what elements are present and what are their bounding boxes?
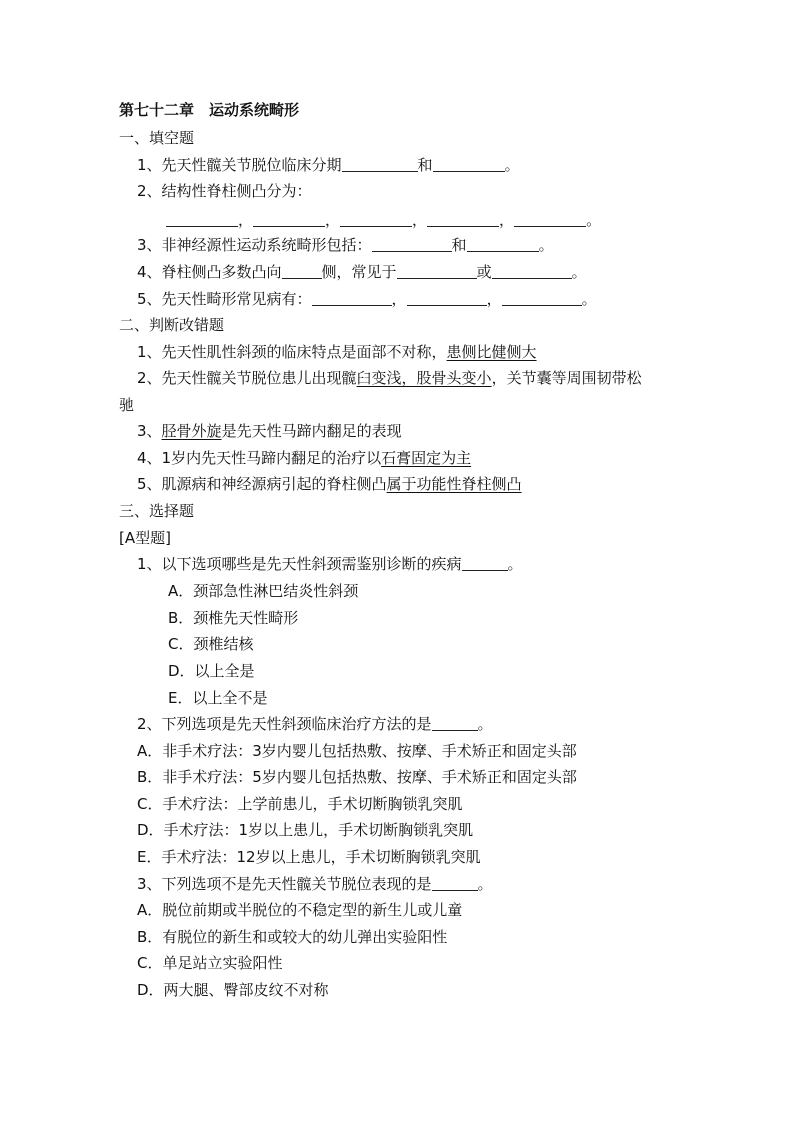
question-text: 1、先天性肌性斜颈的临床特点是面部不对称， bbox=[137, 343, 447, 361]
end-punct: 。 bbox=[477, 875, 493, 893]
answer-blank bbox=[462, 554, 508, 571]
choice-option: B．有脱位的新生和或较大的幼儿弹出实验阳性 bbox=[137, 928, 448, 946]
end-punct: 。 bbox=[477, 715, 493, 733]
fill-question-5 bbox=[137, 286, 597, 312]
underlined-statement: 臼变浅，股骨头变小 bbox=[356, 369, 492, 387]
judge-question-3 bbox=[137, 418, 402, 444]
question-text: 4、1岁内先天性马蹄内翻足的治疗以 bbox=[137, 449, 382, 467]
choice-option: E．以上全不是 bbox=[168, 689, 268, 707]
end-punct: 。 bbox=[538, 236, 554, 254]
answer-blank bbox=[407, 289, 487, 306]
choice-option: A．脱位前期或半脱位的不稳定型的新生儿或儿童 bbox=[137, 901, 463, 919]
separator: ， bbox=[412, 211, 428, 229]
answer-blank bbox=[372, 235, 452, 252]
choice-option: E．手术疗法：12岁以上患儿，手术切断胸锁乳突肌 bbox=[137, 848, 481, 866]
question-text: 4、脊柱侧凸多数凸向 bbox=[137, 263, 282, 281]
end-punct: 。 bbox=[504, 156, 520, 174]
question-text: 2、先天性髋关节脱位患儿出现髋 bbox=[137, 369, 357, 387]
fill-question-3 bbox=[137, 232, 554, 258]
choice-question-2 bbox=[137, 711, 493, 737]
answer-blank bbox=[397, 262, 477, 279]
separator: ， bbox=[325, 211, 341, 229]
answer-blank bbox=[282, 262, 322, 279]
answer-blank bbox=[514, 210, 586, 227]
question-number: 3、 bbox=[137, 422, 162, 440]
chapter-title: 第七十二章 运动系统畸形 bbox=[119, 101, 300, 119]
question-text: 5、先天性畸形常见病有： bbox=[137, 290, 312, 308]
question-text: 3、下列选项不是先天性髋关节脱位表现的是 bbox=[137, 875, 432, 893]
end-punct: 。 bbox=[507, 555, 523, 573]
section-heading-judge: 二、判断改错题 bbox=[119, 316, 225, 334]
question-text: 1、先天性髋关节脱位临床分期 bbox=[137, 156, 342, 174]
separator: ， bbox=[499, 211, 515, 229]
underlined-statement: 胫骨外旋 bbox=[161, 422, 222, 440]
choice-question-1 bbox=[137, 551, 523, 577]
section-heading-fill: 一、填空题 bbox=[119, 129, 195, 147]
choice-option: C．单足站立实验阳性 bbox=[137, 954, 283, 972]
connector-text: 和 bbox=[451, 236, 467, 254]
question-text: 2、结构性脊柱侧凸分为： bbox=[137, 182, 312, 200]
separator: ， bbox=[486, 290, 502, 308]
question-type-label: [A型题] bbox=[119, 529, 171, 547]
answer-blank bbox=[340, 210, 412, 227]
answer-blank bbox=[502, 289, 582, 306]
choice-option: D．两大腿、臀部皮纹不对称 bbox=[137, 981, 329, 999]
choice-option: A．颈部急性淋巴结炎性斜颈 bbox=[168, 582, 359, 600]
question-text: 2、下列选项是先天性斜颈临床治疗方法的是 bbox=[137, 715, 432, 733]
choice-option: B．颈椎先天性畸形 bbox=[168, 609, 299, 627]
rest-text: ，关节囊等周围韧带松 bbox=[491, 369, 642, 387]
underlined-statement: 石膏固定为主 bbox=[381, 449, 472, 467]
end-punct: 。 bbox=[586, 211, 602, 229]
answer-blank bbox=[433, 155, 505, 172]
connector-text: 或 bbox=[476, 263, 492, 281]
fill-question-1 bbox=[137, 152, 520, 178]
choice-option: A．非手术疗法：3岁内婴儿包括热敷、按摩、手术矫正和固定头部 bbox=[137, 742, 577, 760]
judge-question-5 bbox=[137, 471, 522, 497]
fill-question-2 bbox=[137, 178, 312, 204]
answer-blank bbox=[166, 210, 238, 227]
underlined-statement: 属于功能性脊柱侧凸 bbox=[386, 475, 522, 493]
question-text: 5、肌源病和神经源病引起的脊柱侧凸 bbox=[137, 475, 387, 493]
section-heading-choice: 三、选择题 bbox=[119, 502, 195, 520]
separator: ， bbox=[238, 211, 254, 229]
choice-option: D．手术疗法：1岁以上患儿，手术切断胸锁乳突肌 bbox=[137, 821, 474, 839]
answer-blank bbox=[492, 262, 572, 279]
answer-blank bbox=[432, 874, 478, 891]
judge-question-2 bbox=[137, 365, 642, 391]
separator: ， bbox=[391, 290, 407, 308]
judge-question-1 bbox=[137, 339, 537, 365]
question-text: 1、以下选项哪些是先天性斜颈需鉴别诊断的疾病 bbox=[137, 555, 462, 573]
judge-question-2-wrap: 驰 bbox=[119, 396, 135, 414]
question-text: 3、非神经源性运动系统畸形包括： bbox=[137, 236, 372, 254]
underlined-statement: 患侧比健侧大 bbox=[446, 343, 537, 361]
judge-question-4 bbox=[137, 445, 471, 471]
fill-question-4 bbox=[137, 259, 587, 285]
answer-blank bbox=[253, 210, 325, 227]
choice-option: B．非手术疗法：5岁内婴儿包括热敷、按摩、手术矫正和固定头部 bbox=[137, 768, 577, 786]
choice-option: D．以上全是 bbox=[168, 662, 255, 680]
end-punct: 。 bbox=[581, 290, 597, 308]
answer-blank bbox=[427, 210, 499, 227]
choice-option: C．颈椎结核 bbox=[168, 635, 254, 653]
fill-question-2-blanks bbox=[166, 207, 601, 233]
choice-question-3 bbox=[137, 871, 493, 897]
connector-text: 和 bbox=[417, 156, 433, 174]
answer-blank bbox=[312, 289, 392, 306]
choice-option: C．手术疗法：上学前患儿，手术切断胸锁乳突肌 bbox=[137, 795, 463, 813]
middle-text: 侧，常见于 bbox=[321, 263, 397, 281]
end-punct: 。 bbox=[571, 263, 587, 281]
answer-blank bbox=[432, 714, 478, 731]
answer-blank bbox=[467, 235, 539, 252]
rest-text: 是先天性马蹄内翻足的表现 bbox=[221, 422, 402, 440]
answer-blank bbox=[342, 155, 418, 172]
